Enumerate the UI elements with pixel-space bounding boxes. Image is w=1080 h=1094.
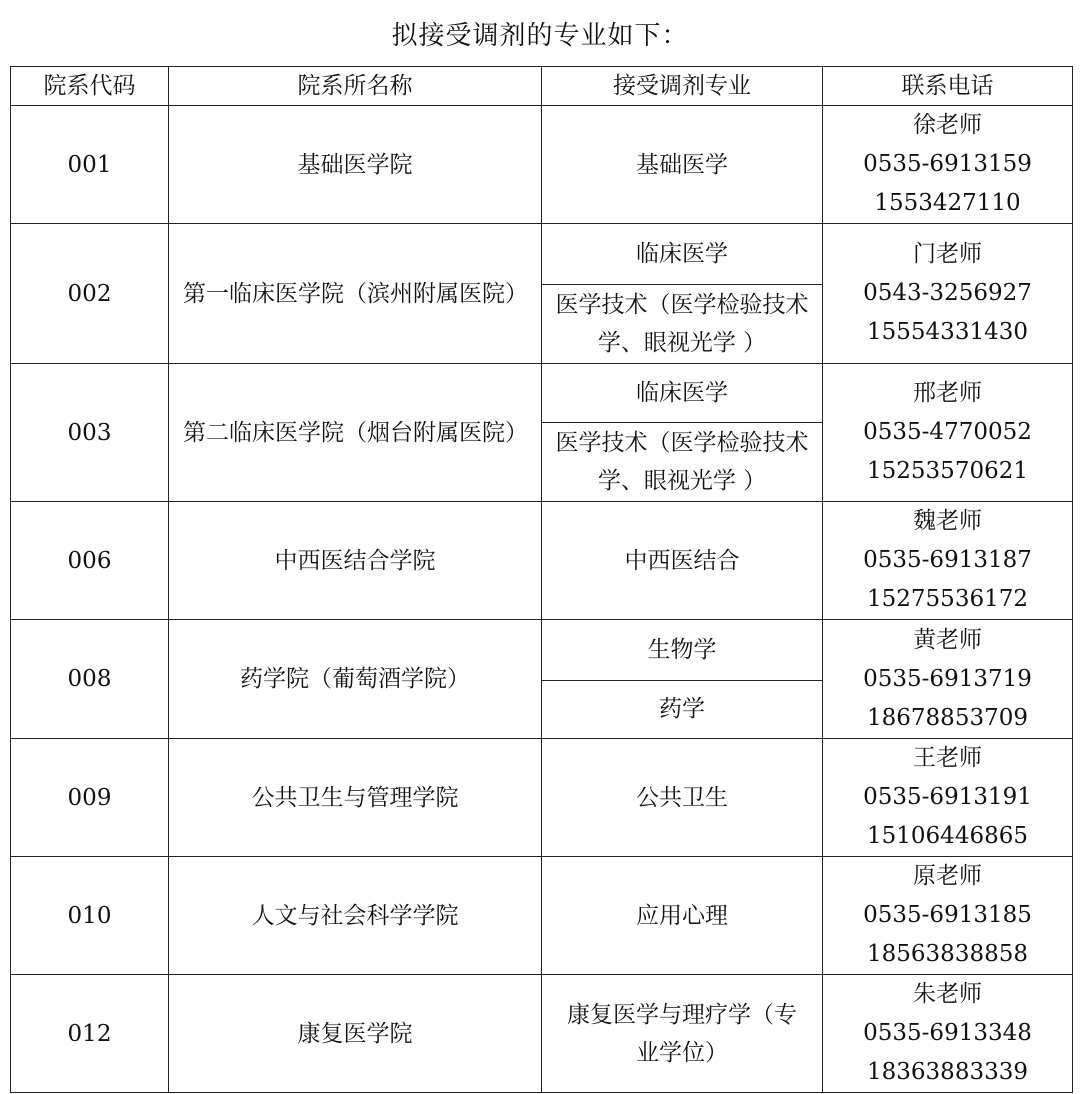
dept-code: 009 <box>11 739 169 857</box>
contact-info <box>823 620 1073 739</box>
contact-mobile-phone: 15275536172 <box>867 586 1028 612</box>
document-title: 拟接受调剂的专业如下： <box>391 21 689 51</box>
contact-info <box>823 224 1073 364</box>
transfer-majors: 公共卫生 <box>542 739 823 857</box>
major-item: 医学技术（医学检验技术学、眼视光学 ） <box>542 284 822 363</box>
transfer-majors <box>542 620 823 739</box>
table-row <box>11 857 1073 975</box>
contact-mobile-phone: 18678853709 <box>867 704 1028 731</box>
major-item: 生物学 <box>647 636 717 663</box>
transfer-majors: 康复医学与理疗学（专业学位） <box>542 975 823 1093</box>
contact-mobile-phone: 15253570621 <box>867 458 1028 484</box>
contact-teacher: 黄老师 <box>913 626 982 653</box>
dept-code: 012 <box>11 975 169 1093</box>
transfer-majors <box>542 364 823 502</box>
contact-mobile-phone: 18563838858 <box>867 941 1028 967</box>
contact-info <box>823 739 1073 857</box>
header-dept-name: 院系所名称 <box>169 67 542 106</box>
contact-teacher: 王老师 <box>913 745 982 771</box>
dept-name: 第一临床医学院（滨州附属医院） <box>169 224 542 364</box>
dept-code: 002 <box>11 224 169 364</box>
contact-office-phone: 0543-3256927 <box>863 280 1032 306</box>
table-row <box>11 106 1073 224</box>
table-row <box>11 502 1073 620</box>
contact-info <box>823 364 1073 502</box>
transfer-majors-table <box>10 66 1073 1093</box>
header-dept-code: 院系代码 <box>11 67 169 106</box>
contact-office-phone: 0535-4770052 <box>863 419 1032 445</box>
dept-name: 公共卫生与管理学院 <box>169 739 542 857</box>
contact-office-phone: 0535-6913191 <box>863 784 1032 810</box>
contact-teacher: 徐老师 <box>913 112 982 138</box>
major-item: 医学技术（医学检验技术学、眼视光学 ） <box>542 422 822 501</box>
transfer-majors <box>542 224 823 364</box>
contact-mobile-phone: 1553427110 <box>874 190 1021 216</box>
contact-mobile-phone: 15106446865 <box>867 823 1028 849</box>
dept-name: 中西医结合学院 <box>169 502 542 620</box>
dept-code: 001 <box>11 106 169 224</box>
contact-teacher: 邢老师 <box>913 380 982 406</box>
contact-office-phone: 0535-6913187 <box>863 547 1032 573</box>
major-item: 临床医学 <box>636 379 728 406</box>
dept-name: 药学院（葡萄酒学院） <box>169 620 542 739</box>
transfer-majors: 应用心理 <box>542 857 823 975</box>
contact-teacher: 朱老师 <box>913 981 982 1007</box>
major-item: 药学 <box>542 680 822 738</box>
contact-office-phone: 0535-6913348 <box>863 1020 1032 1046</box>
dept-name: 人文与社会科学学院 <box>169 857 542 975</box>
dept-name: 第二临床医学院（烟台附属医院） <box>169 364 542 502</box>
dept-code: 010 <box>11 857 169 975</box>
contact-mobile-phone: 15554331430 <box>867 319 1028 345</box>
table-row <box>11 975 1073 1093</box>
contact-mobile-phone: 18363883339 <box>867 1059 1028 1085</box>
dept-name: 基础医学院 <box>169 106 542 224</box>
contact-info <box>823 975 1073 1093</box>
transfer-majors: 中西医结合 <box>542 502 823 620</box>
contact-teacher: 原老师 <box>913 863 982 889</box>
table-header-row <box>11 67 1073 106</box>
contact-info <box>823 106 1073 224</box>
table-row <box>11 739 1073 857</box>
transfer-majors: 基础医学 <box>542 106 823 224</box>
contact-info <box>823 857 1073 975</box>
dept-name: 康复医学院 <box>169 975 542 1093</box>
dept-code: 006 <box>11 502 169 620</box>
header-transfer-major: 接受调剂专业 <box>542 67 823 106</box>
major-item: 临床医学 <box>636 240 728 267</box>
dept-code: 003 <box>11 364 169 502</box>
contact-teacher: 魏老师 <box>913 508 982 534</box>
table-row <box>11 620 1073 739</box>
contact-office-phone: 0535-6913185 <box>863 902 1032 928</box>
contact-teacher: 门老师 <box>913 241 982 267</box>
contact-office-phone: 0535-6913159 <box>863 151 1032 177</box>
dept-code: 008 <box>11 620 169 739</box>
contact-office-phone: 0535-6913719 <box>863 665 1032 692</box>
header-contact-phone: 联系电话 <box>823 67 1073 106</box>
table-row <box>11 364 1073 502</box>
table-row <box>11 224 1073 364</box>
contact-info <box>823 502 1073 620</box>
